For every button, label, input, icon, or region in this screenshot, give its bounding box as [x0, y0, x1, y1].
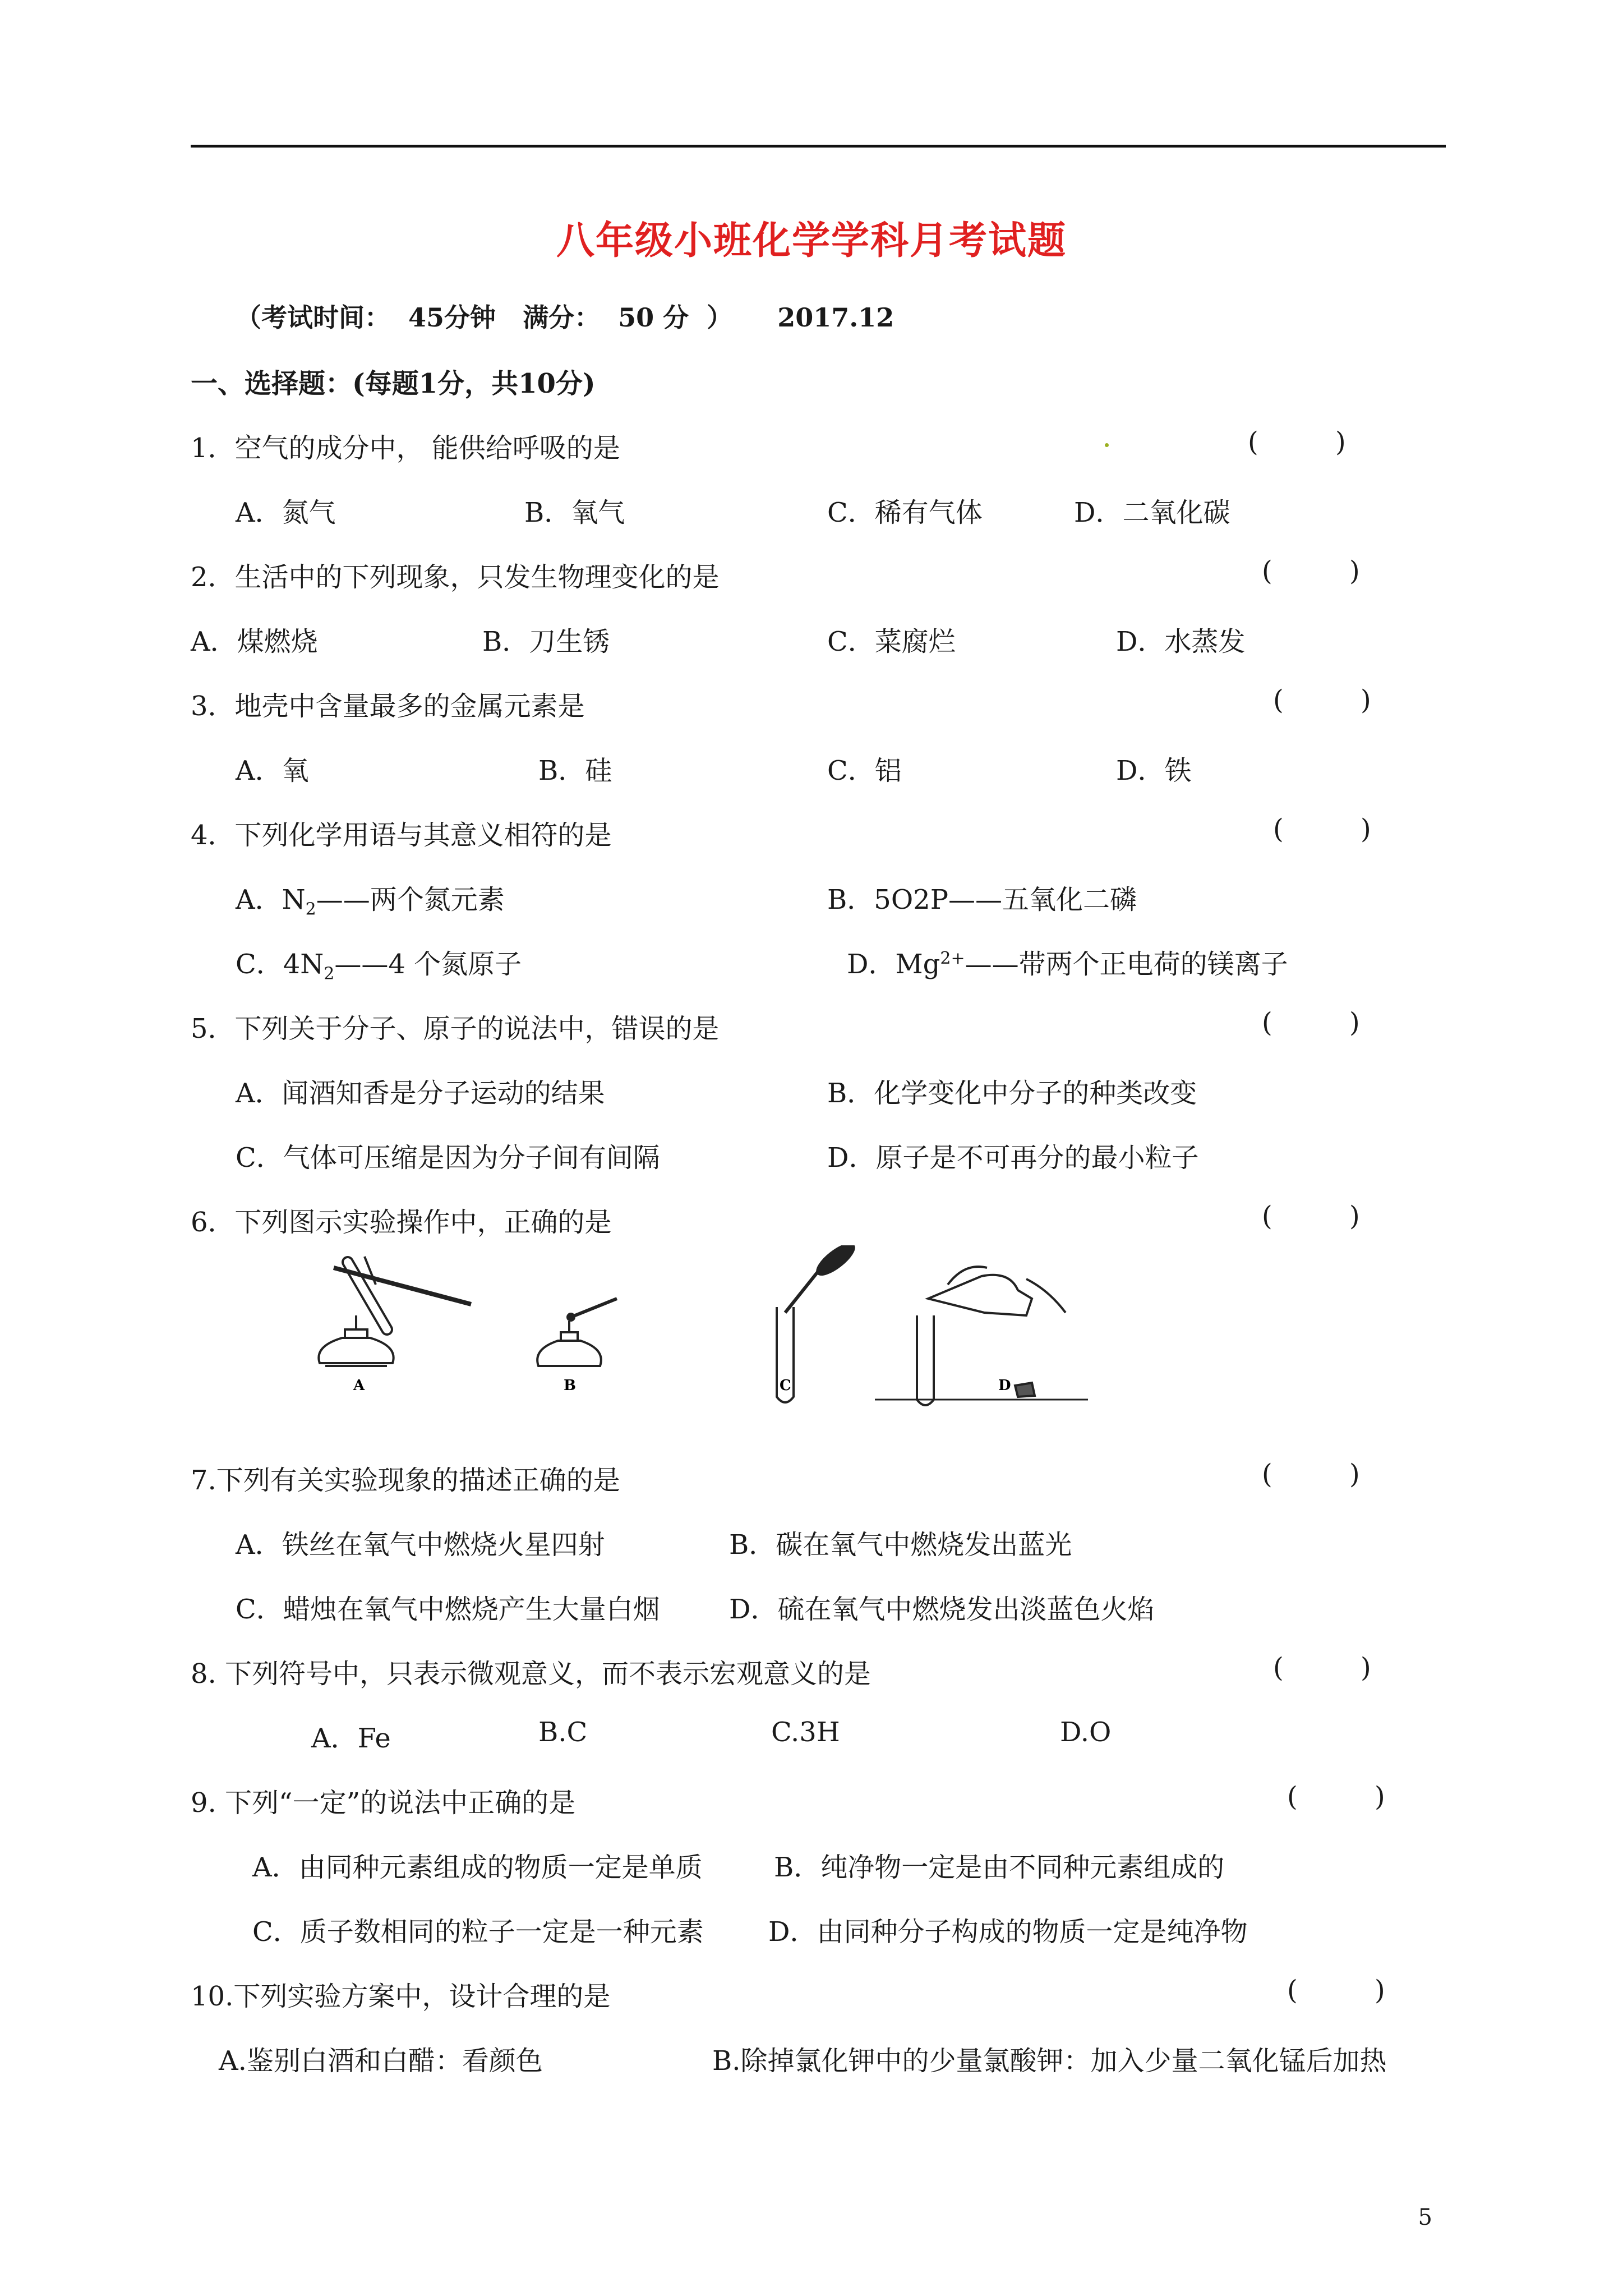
figure-b-lighting-lamp [537, 1299, 617, 1366]
page-number: 5 [1418, 2205, 1432, 2230]
q4-option-a: A．$N_2——$两个氮元素 [236, 884, 505, 919]
q7-option-b: B．碳在氧气中燃烧发出蓝光 [729, 1529, 1072, 1561]
answer-paren-4: ( ) [1273, 813, 1371, 845]
q3-option-b: B．硅 [538, 755, 612, 786]
q1-option-c: C．稀有气体 [827, 497, 983, 528]
q2-option-a: A．煤燃烧 [191, 626, 318, 657]
q5-option-b: B．化学变化中分子的种类改变 [827, 1078, 1197, 1109]
q3-option-d: D．铁 [1116, 755, 1192, 786]
q2-option-c: C．菜腐烂 [827, 626, 956, 657]
stray-dot [1105, 443, 1109, 447]
q1-option-a: A．氮气 [236, 497, 336, 528]
exam-meta: （考试时间： 45分钟 满分： 50 分 ） 2017.12 [236, 302, 895, 333]
q9-option-b: B．纯净物一定是由不同种元素组成的 [774, 1852, 1225, 1883]
q7-option-d: D．硫在氧气中燃烧发出淡蓝色火焰 [729, 1594, 1155, 1625]
q3-option-c: C．铝 [827, 755, 902, 786]
q10-option-b: B.除掉氯化钾中的少量氯酸钾：加入少量二氧化锰后加热 [712, 2045, 1387, 2077]
question-10-stem: 10.下列实验方案中，设计合理的是 [191, 1981, 611, 2012]
q10-option-a: A.鉴别白酒和白醋：看颜色 [219, 2045, 543, 2077]
question-8-stem: 8. 下列符号中，只表示微观意义，而不表示宏观意义的是 [191, 1658, 872, 1690]
q4-option-d: D．$Mg^{2+}——$带两个正电荷的镁离子 [847, 949, 1288, 980]
q8-option-c: C.3H [771, 1717, 840, 1748]
figure-d-pouring [875, 1267, 1088, 1405]
question-9-stem: 9. 下列“一定”的说法中正确的是 [191, 1787, 576, 1819]
q3-option-a: A．氧 [236, 755, 309, 786]
q9-option-d: D．由同种分子构成的物质一定是纯净物 [768, 1916, 1248, 1948]
answer-paren-5: ( ) [1262, 1007, 1360, 1038]
answer-paren-7: ( ) [1262, 1458, 1360, 1490]
answer-paren-2: ( ) [1262, 555, 1360, 587]
question-7-stem: 7.下列有关实验现象的描述正确的是 [191, 1465, 620, 1496]
figure-label-c: C [780, 1377, 791, 1394]
q5-option-c: C．气体可压缩是因为分子间有间隔 [236, 1142, 660, 1174]
q4-option-c: C．$4N_2——4$ 个氮原子 [236, 949, 522, 984]
answer-paren-1: ( ) [1248, 426, 1346, 458]
figure-label-a: A [353, 1377, 365, 1394]
q8-option-d: D.O [1060, 1717, 1112, 1748]
answer-paren-3: ( ) [1273, 684, 1371, 716]
question-5-stem: 5．下列关于分子、原子的说法中，错误的是 [191, 1013, 720, 1045]
question-1-stem: 1．空气的成分中， 能供给呼吸的是 [191, 432, 620, 464]
q4-option-b: B．5O2P——五氧化二磷 [827, 884, 1137, 915]
q5-option-a: A．闻酒知香是分子运动的结果 [236, 1078, 605, 1109]
q2-option-d: D．水蒸发 [1116, 626, 1246, 657]
q9-option-c: C．质子数相同的粒子一定是一种元素 [252, 1916, 704, 1948]
page-title: 八年级小班化学学科月考试题 [556, 218, 1067, 263]
section-heading: 一、选择题：(每题1分，共10分) [191, 368, 596, 399]
q7-option-c: C．蜡烛在氧气中燃烧产生大量白烟 [236, 1594, 660, 1625]
question-4-stem: 4．下列化学用语与其意义相符的是 [191, 820, 612, 851]
question-2-stem: 2．生活中的下列现象，只发生物理变化的是 [191, 562, 720, 593]
answer-paren-9: ( ) [1287, 1781, 1385, 1812]
question-3-stem: 3．地壳中含量最多的金属元素是 [191, 691, 585, 722]
q2-option-b: B．刀生锈 [482, 626, 610, 657]
q9-option-a: A．由同种元素组成的物质一定是单质 [252, 1852, 703, 1883]
q8-option-a: A．Fe [311, 1723, 391, 1754]
q8-option-b: B.C [538, 1717, 588, 1748]
q1-option-b: B．氧气 [524, 497, 625, 528]
answer-paren-8: ( ) [1273, 1652, 1371, 1683]
figure-label-b: B [564, 1377, 576, 1394]
figure-a-heating-tube [319, 1257, 471, 1366]
question-6-stem: 6．下列图示实验操作中，正确的是 [191, 1207, 612, 1238]
figure-label-d: D [998, 1377, 1011, 1394]
answer-paren-10: ( ) [1287, 1975, 1385, 2006]
q5-option-d: D．原子是不可再分的最小粒子 [827, 1142, 1199, 1174]
lab-figures [303, 1245, 1312, 1408]
q1-option-d: D．二氧化碳 [1074, 497, 1230, 528]
header-rule [191, 145, 1446, 148]
q7-option-a: A．铁丝在氧气中燃烧火星四射 [236, 1529, 605, 1561]
answer-paren-6: ( ) [1262, 1200, 1360, 1232]
